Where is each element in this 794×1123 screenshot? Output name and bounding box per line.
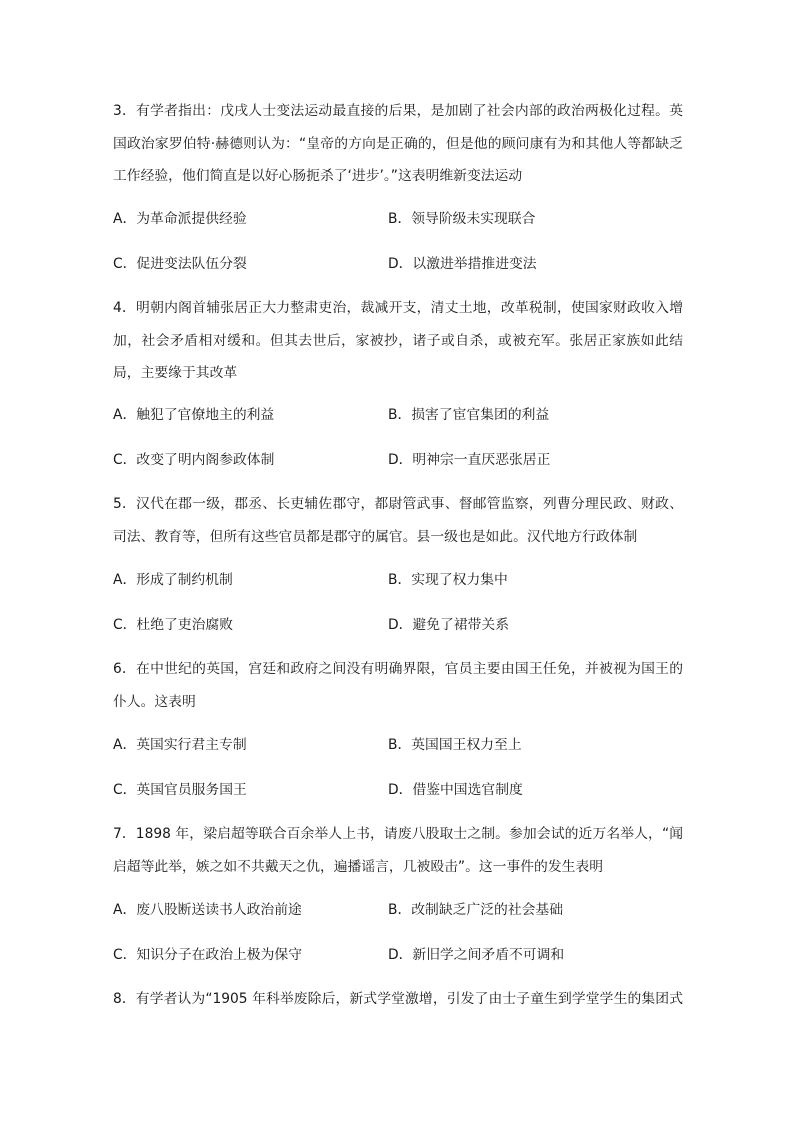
question-7-option-a[interactable]: A．废八股断送读书人政治前途: [113, 902, 302, 918]
question-5-option-a[interactable]: A．形成了制约机制: [113, 572, 233, 588]
question-3-option-d[interactable]: D．以激进举措推进变法: [388, 256, 537, 272]
question-7-stem: 7．1898 年，梁启超等联合百余举人上书，请废八股取士之制。参加会试的近万名举人，“闻启超等此举，嫉之如不共戴天之仇，遍播谣言，几被殴击”。这一事件的发生表明: [113, 826, 683, 875]
question-6-option-d[interactable]: D．借鉴中国选官制度: [388, 782, 523, 798]
question-3-stem: 3．有学者指出：戊戌人士变法运动最直接的后果，是加剧了社会内部的政治两极化过程。英国政治家罗伯特·赫德则认为：“皇帝的方向是正确的，但是他的顾问康有为和其他人等都缺乏工作经验，他们简直是以好心肠扼杀了‘进步’。”这表明维新变法运动: [113, 103, 683, 184]
question-5-option-d[interactable]: D．避免了裙带关系: [388, 617, 509, 633]
question-7-option-b[interactable]: B．改制缺乏广泛的社会基础: [388, 902, 564, 918]
question-5-stem: 5．汉代在郡一级，郡丞、长吏辅佐郡守，都尉管武事、督邮管监察，列曹分理民政、财政、司法、教育等，但所有这些官员都是郡守的属官。县一级也是如此。汉代地方行政体制: [113, 496, 683, 545]
question-4-stem: 4．明朝内阁首辅张居正大力整肃吏治，裁减开支，清丈土地，改革税制，使国家财政收入增加，社会矛盾相对缓和。但其去世后，家被抄，诸子或自杀，或被充军。张居正家族如此结局，主要缘于其改革: [113, 300, 683, 381]
question-4-option-a[interactable]: A．触犯了官僚地主的利益: [113, 407, 275, 423]
question-4-option-d[interactable]: D．明神宗一直厌恶张居正: [388, 452, 551, 468]
question-5-option-b[interactable]: B．实现了权力集中: [388, 572, 508, 588]
question-4-option-c[interactable]: C．改变了明内阁参政体制: [113, 452, 275, 468]
question-7-option-d[interactable]: D．新旧学之间矛盾不可调和: [388, 947, 565, 963]
question-3-option-c[interactable]: C．促进变法队伍分裂: [113, 256, 247, 272]
question-6-option-b[interactable]: B．英国国王权力至上: [388, 737, 522, 753]
question-6-option-a[interactable]: A．英国实行君主专制: [113, 737, 247, 753]
question-3-option-b[interactable]: B．领导阶级未实现联合: [388, 211, 536, 227]
question-5-option-c[interactable]: C．杜绝了吏治腐败: [113, 617, 234, 633]
question-6-stem: 6．在中世纪的英国，宫廷和政府之间没有明确界限，官员主要由国王任免，并被视为国王的仆人。这表明: [113, 661, 683, 710]
question-7-option-c[interactable]: C．知识分子在政治上极为保守: [113, 947, 302, 963]
question-8-stem: 8．有学者认为“1905 年科举废除后，新式学堂激增，引发了由士子童生到学堂学生的集团式: [113, 991, 683, 1007]
question-3-option-a[interactable]: A．为革命派提供经验: [113, 211, 247, 227]
question-4-option-b[interactable]: B．损害了宦官集团的利益: [388, 407, 550, 423]
question-6-option-c[interactable]: C．英国官员服务国王: [113, 782, 247, 798]
